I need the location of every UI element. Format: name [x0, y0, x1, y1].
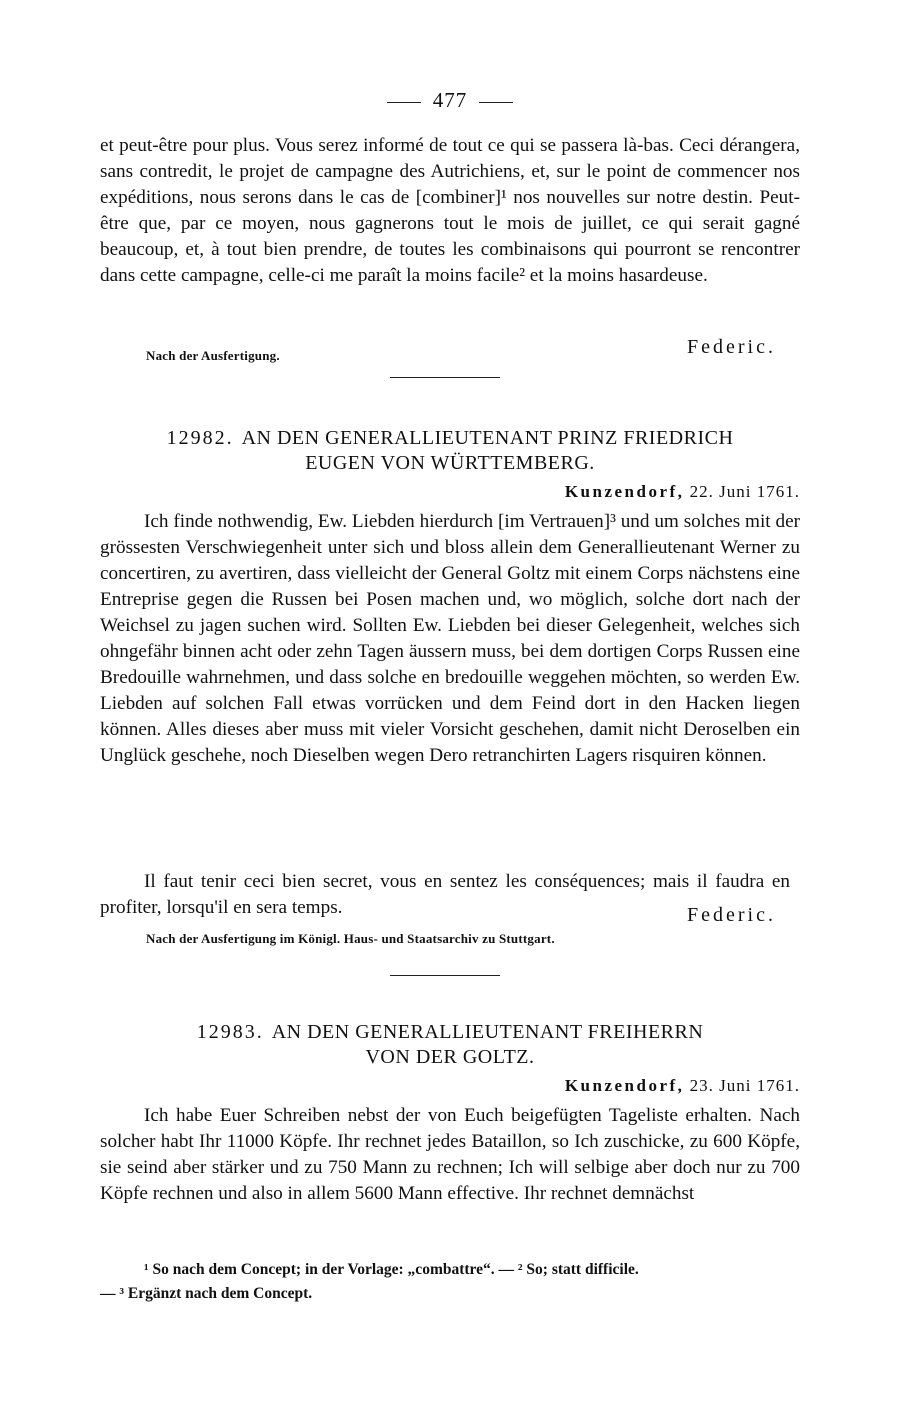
- letter-12982-number: 12982.: [166, 427, 234, 449]
- letter-12982-heading-line1: 12982. AN DEN GENERALLIEUTENANT PRINZ FRIEDRICH: [166, 427, 734, 449]
- section-divider-2: [390, 975, 500, 976]
- footnote-line-1: ¹ So nach dem Concept; in der Vorlage: „combattre“. — ² So; statt difficile.: [144, 1261, 639, 1278]
- letter-12983-place: Kunzendorf,: [564, 1076, 685, 1095]
- continuation-source: Nach der Ausfertigung.: [146, 348, 280, 363]
- page-number: 477: [432, 88, 468, 112]
- continuation-signature: Federic.: [687, 336, 776, 358]
- footnote-line-2: — ³ Ergänzt nach dem Concept.: [100, 1285, 313, 1302]
- letter-12983-heading: [100, 1020, 800, 1070]
- letter-12983-number: 12983.: [196, 1021, 264, 1043]
- continuation-text: et peut-être pour plus. Vous serez informé de tout ce qui se passera là-bas. Ceci dérangera, sans contredit, le projet de campagne des Autrichiens, et, sur le point de commencer nos expéditions, nous serons dans le cas de [combiner]¹ nos nouvelles sur notre destin. Peut-être que, par ce moyen, nous gagnerons tout le mois de juillet, ce qui serait gagné beaucoup, et, à tout bien prendre, de toutes les combinaisons qui pourront se rencontrer dans cette campagne, celle-ci me paraît la moins facile² et la moins hasardeuse.: [100, 135, 800, 286]
- letter-12982-postscript: Il faut tenir ceci bien secret, vous en sentez les conséquences; mais il faudra en profiter, lorsqu'il en sera temps.: [100, 871, 790, 918]
- header-dash-left: [387, 102, 421, 103]
- footnotes: [100, 1258, 800, 1306]
- letter-12983-heading-line2: VON DER GOLTZ.: [365, 1046, 535, 1068]
- page-header: [100, 88, 800, 113]
- letter-12983-body: Ich habe Euer Schreiben nebst der von Euch beigefügten Tageliste erhalten. Nach solcher habt Ihr 11000 Köpfe. Ihr rechnet jedes Bataillon, so Ich zuschicke, zu 600 Köpfe, sie seind aber stärker und zu 750 Mann zu rechnen; Ich will selbige aber doch nur zu 700 Köpfe rechnen und also in allem 5600 Mann effective. Ihr rechnet demnächst: [100, 1105, 800, 1204]
- letter-12982-place: Kunzendorf,: [564, 482, 685, 501]
- letter-12982-dateline: [100, 482, 822, 502]
- header-dash-right: [479, 102, 513, 103]
- letter-12983-dateline: [100, 1076, 822, 1096]
- letter-12982-heading-line2: EUGEN VON WÜRTTEMBERG.: [305, 452, 595, 474]
- letter-12982-heading: [100, 426, 800, 476]
- letter-12982-date: 22. Juni 1761.: [689, 482, 800, 501]
- letter-12982-body: Ich finde nothwendig, Ew. Liebden hierdurch [im Vertrauen]³ und um solches mit der grössesten Verschwiegenheit unter sich und bloss allein dem Generallieutenant Werner zu concertiren, zu avertiren, dass vielleicht der General Goltz mit einem Corps nächstens eine Entreprise gegen die Russen bei Posen machen und, wo möglich, solche dort nach der Weichsel zu jagen suchen wird. Sollten Ew. Liebden bei dieser Gelegenheit, welches sich ohngefähr binnen acht oder zehn Tagen äussern muss, bei dem dortigen Corps Russen eine Bredouille wahrnehmen, und dass solche en bredouille weggehen möchten, so werden Ew. Liebden auf solchen Fall etwas vorrücken und dem Feind dort in den Hacken liegen können. Alles dieses aber muss mit vieler Vorsicht geschehen, damit nicht Deroselben ein Unglück geschehe, noch Dieselben wegen Dero retranchirten Lagers risquiren können.: [100, 511, 800, 766]
- letter-12982-signature: Federic.: [687, 904, 776, 926]
- letter-12983-heading-line1: 12983. AN DEN GENERALLIEUTENANT FREIHERRN: [196, 1021, 704, 1043]
- letter-12983-date: 23. Juni 1761.: [689, 1076, 800, 1095]
- letter-12982-source: Nach der Ausfertigung im Königl. Haus- und Staatsarchiv zu Stuttgart.: [146, 931, 555, 946]
- section-divider-1: [390, 377, 500, 378]
